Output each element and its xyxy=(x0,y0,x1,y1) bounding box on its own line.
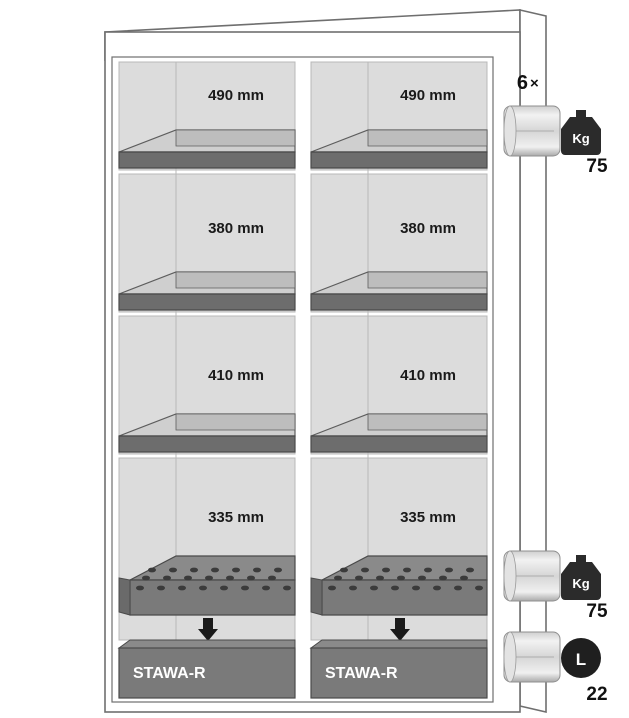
shelf-label-right-4: 335 mm xyxy=(400,509,456,526)
shelf-count-number: 6 xyxy=(516,72,528,94)
shelf-label-right-1: 490 mm xyxy=(400,87,456,104)
cylinder-icon xyxy=(504,632,560,682)
badge-unit-3: L xyxy=(575,650,587,669)
shelf-label-right-2: 380 mm xyxy=(400,220,456,237)
left-column xyxy=(119,62,295,698)
right-column xyxy=(311,62,487,698)
shelf-label-left-3: 410 mm xyxy=(208,367,264,384)
cylinder-icon xyxy=(504,106,560,156)
badge-unit-1: Kg xyxy=(572,131,590,146)
badge-unit-2: Kg xyxy=(572,576,590,591)
shelf-label-right-3: 410 mm xyxy=(400,367,456,384)
shelf-label-left-4: 335 mm xyxy=(208,509,264,526)
shelf-count-multiplier: × xyxy=(530,75,539,92)
shelf-label-left-2: 380 mm xyxy=(208,220,264,237)
badge-value-2: 75 xyxy=(586,601,608,622)
sump-label-left: STAWA-R xyxy=(133,665,206,682)
weight-icon xyxy=(561,110,601,155)
badge-value-3: 22 xyxy=(586,684,608,705)
volume-icon xyxy=(561,638,601,678)
shelf-count-annotation xyxy=(517,72,539,94)
weight-icon xyxy=(561,555,601,600)
sump-right xyxy=(311,640,487,698)
badge-value-1: 75 xyxy=(586,156,608,177)
sump-left xyxy=(119,640,295,698)
shelf-label-left-1: 490 mm xyxy=(208,87,264,104)
sump-label-right: STAWA-R xyxy=(325,665,398,682)
cylinder-icon xyxy=(504,551,560,601)
